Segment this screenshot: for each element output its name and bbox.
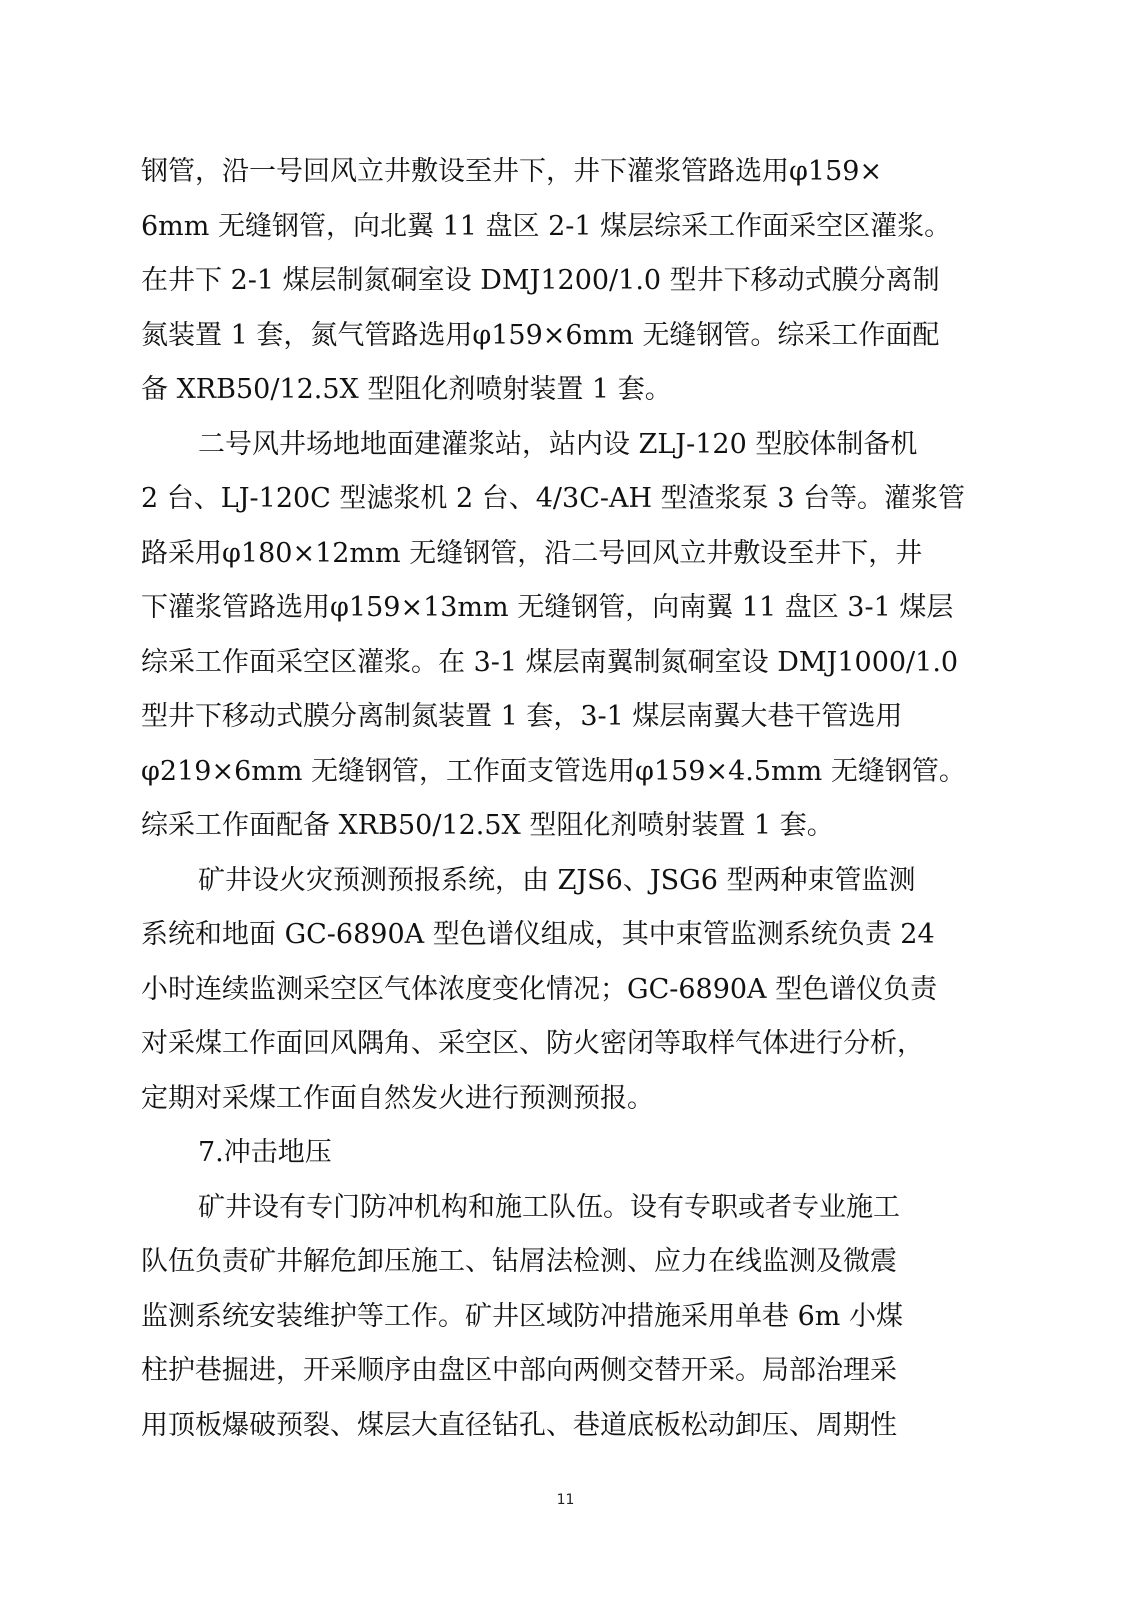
text-line: 系统和地面 GC-6890A 型色谱仪组成，其中束管监测系统负责 24 [141,919,935,950]
text-line: 矿井设火灾预测预报系统，由 ZJS6、JSG6 型两种束管监测 [198,864,916,896]
text-line: 路采用φ180×12mm 无缝钢管，沿二号回风立井敷设至井下，井 [141,537,923,569]
text-line: φ219×6mm 无缝钢管，工作面支管选用φ159×4.5mm 无缝钢管。 [141,755,966,787]
text-line: 定期对采煤工作面自然发火进行预测预报。 [141,1082,654,1114]
text-line: 二号风井场地地面建灌浆站，站内设 ZLJ-120 型胶体制备机 [198,428,918,460]
text-line: 用顶板爆破预裂、煤层大直径钻孔、巷道底板松动卸压、周期性 [141,1409,897,1441]
text-line: 对采煤工作面回风隅角、采空区、防火密闭等取样气体进行分析， [141,1028,924,1059]
text-line: 矿井设有专门防冲机构和施工队伍。设有专职或者专业施工 [198,1191,900,1223]
text-line: 型井下移动式膜分离制氮装置 1 套，3-1 煤层南翼大巷干管选用 [141,701,903,732]
text-line: 柱护巷掘进，开采顺序由盘区中部向两侧交替开采。局部治理采 [141,1355,897,1386]
page-number: 11 [556,1492,575,1508]
text-line: 下灌浆管路选用φ159×13mm 无缝钢管，向南翼 11 盘区 3-1 煤层 [141,592,954,623]
text-line: 监测系统安装维护等工作。矿井区域防冲措施采用单巷 6m 小煤 [141,1300,903,1332]
text-line: 综采工作面配备 XRB50/12.5X 型阻化剂喷射装置 1 套。 [141,810,834,841]
text-line: 在井下 2-1 煤层制氮硐室设 DMJ1200/1.0 型井下移动式膜分离制 [141,265,940,296]
text-line: 2 台、LJ-120C 型滤浆机 2 台、4/3C-AH 型渣浆泵 3 台等。灌浆管 [141,483,965,514]
text-line: 备 XRB50/12.5X 型阻化剂喷射装置 1 套。 [141,374,672,405]
text-line: 综采工作面采空区灌浆。在 3-1 煤层南翼制氮硐室设 DMJ1000/1.0 [141,646,959,678]
text-line: 钢管，沿一号回风立井敷设至井下，井下灌浆管路选用φ159× [141,156,883,187]
text-line: 7.冲击地压 [198,1137,332,1168]
text-line: 队伍负责矿井解危卸压施工、钻屑法检测、应力在线监测及微震 [141,1246,897,1277]
document-body [141,145,991,1453]
text-line: 小时连续监测采空区气体浓度变化情况；GC-6890A 型色谱仪负责 [141,973,938,1005]
text-line: 6mm 无缝钢管，向北翼 11 盘区 2-1 煤层综采工作面采空区灌浆。 [141,210,952,242]
text-line: 氮装置 1 套，氮气管路选用φ159×6mm 无缝钢管。综采工作面配 [141,319,940,351]
